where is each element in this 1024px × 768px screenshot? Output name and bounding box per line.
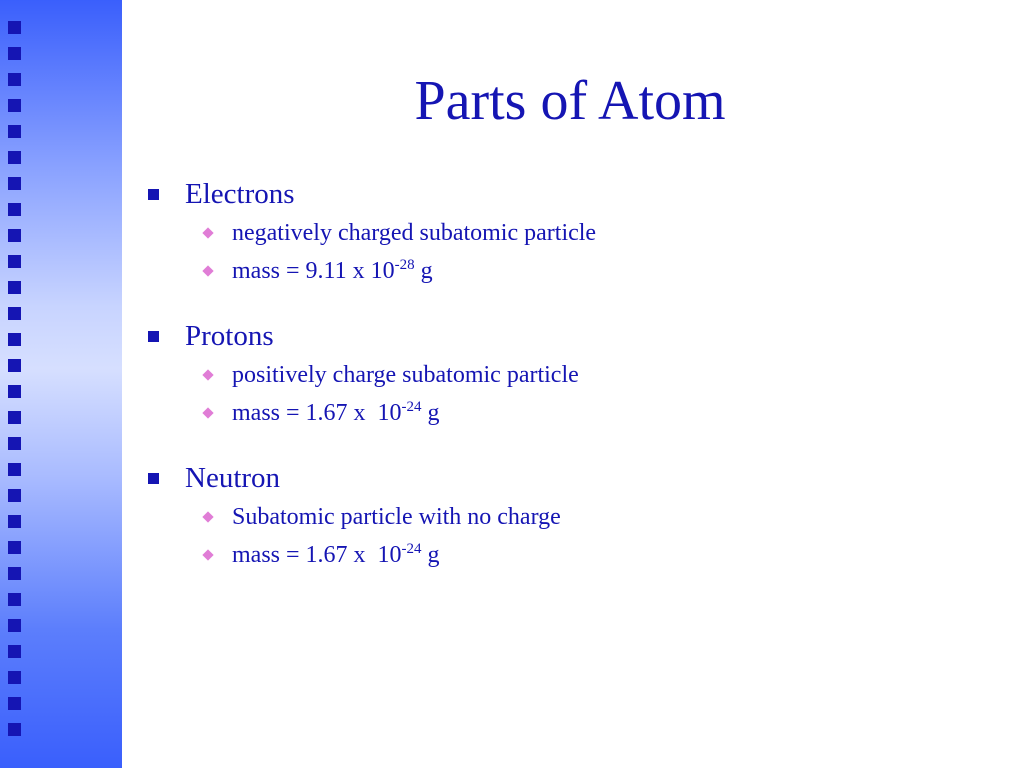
section-label: Neutron xyxy=(185,461,281,494)
mass-base: mass = 1.67 x 10 xyxy=(232,541,402,568)
decorative-square xyxy=(8,697,21,710)
list-item xyxy=(148,252,988,290)
diamond-bullet-icon xyxy=(202,549,213,560)
list-item xyxy=(148,498,988,536)
section-label: Protons xyxy=(185,319,274,352)
decorative-square xyxy=(8,307,21,320)
decorative-square xyxy=(8,125,21,138)
square-bullet-column xyxy=(8,21,24,749)
decorative-square xyxy=(8,593,21,606)
mass-exponent: -28 xyxy=(394,256,415,273)
list-item-text xyxy=(232,400,440,427)
section-heading xyxy=(148,316,988,356)
decorative-square xyxy=(8,671,21,684)
decorative-square xyxy=(8,281,21,294)
mass-exponent: -24 xyxy=(401,540,422,557)
list-item-text xyxy=(232,258,433,285)
list-item-text xyxy=(232,542,440,569)
decorative-square xyxy=(8,333,21,346)
square-bullet-icon xyxy=(148,189,159,200)
square-bullet-icon xyxy=(148,473,159,484)
decorative-square xyxy=(8,21,21,34)
decorative-square xyxy=(8,489,21,502)
left-decorative-bar xyxy=(0,0,122,768)
decorative-square xyxy=(8,99,21,112)
mass-unit: g xyxy=(421,399,440,426)
mass-base: mass = 9.11 x 10 xyxy=(232,257,395,284)
slide-title: Parts of Atom xyxy=(414,70,726,132)
diamond-bullet-icon xyxy=(202,265,213,276)
list-item-text: positively charge subatomic particle xyxy=(232,361,579,388)
decorative-square xyxy=(8,229,21,242)
decorative-square xyxy=(8,437,21,450)
diamond-bullet-icon xyxy=(202,407,213,418)
decorative-square xyxy=(8,203,21,216)
decorative-square xyxy=(8,463,21,476)
decorative-square xyxy=(8,645,21,658)
decorative-square xyxy=(8,385,21,398)
decorative-square xyxy=(8,255,21,268)
mass-exponent: -24 xyxy=(401,398,422,415)
decorative-square xyxy=(8,359,21,372)
section-electrons xyxy=(148,174,988,290)
diamond-bullet-icon xyxy=(202,369,213,380)
decorative-square xyxy=(8,411,21,424)
decorative-square xyxy=(8,619,21,632)
section-protons xyxy=(148,316,988,432)
decorative-square xyxy=(8,723,21,736)
list-item xyxy=(148,394,988,432)
decorative-square xyxy=(8,47,21,60)
section-heading xyxy=(148,174,988,214)
slide-content xyxy=(148,174,988,600)
list-item-text: negatively charged subatomic particle xyxy=(232,219,597,246)
list-item xyxy=(148,214,988,252)
mass-unit: g xyxy=(414,257,433,284)
decorative-square xyxy=(8,177,21,190)
section-heading xyxy=(148,458,988,498)
decorative-square xyxy=(8,151,21,164)
decorative-square xyxy=(8,515,21,528)
section-neutron xyxy=(148,458,988,574)
diamond-bullet-icon xyxy=(202,227,213,238)
decorative-square xyxy=(8,73,21,86)
list-item-text: Subatomic particle with no charge xyxy=(232,503,561,530)
list-item xyxy=(148,536,988,574)
list-item xyxy=(148,356,988,394)
section-label: Electrons xyxy=(185,177,295,210)
mass-unit: g xyxy=(421,541,440,568)
square-bullet-icon xyxy=(148,331,159,342)
mass-base: mass = 1.67 x 10 xyxy=(232,399,402,426)
diamond-bullet-icon xyxy=(202,511,213,522)
decorative-square xyxy=(8,567,21,580)
decorative-square xyxy=(8,541,21,554)
